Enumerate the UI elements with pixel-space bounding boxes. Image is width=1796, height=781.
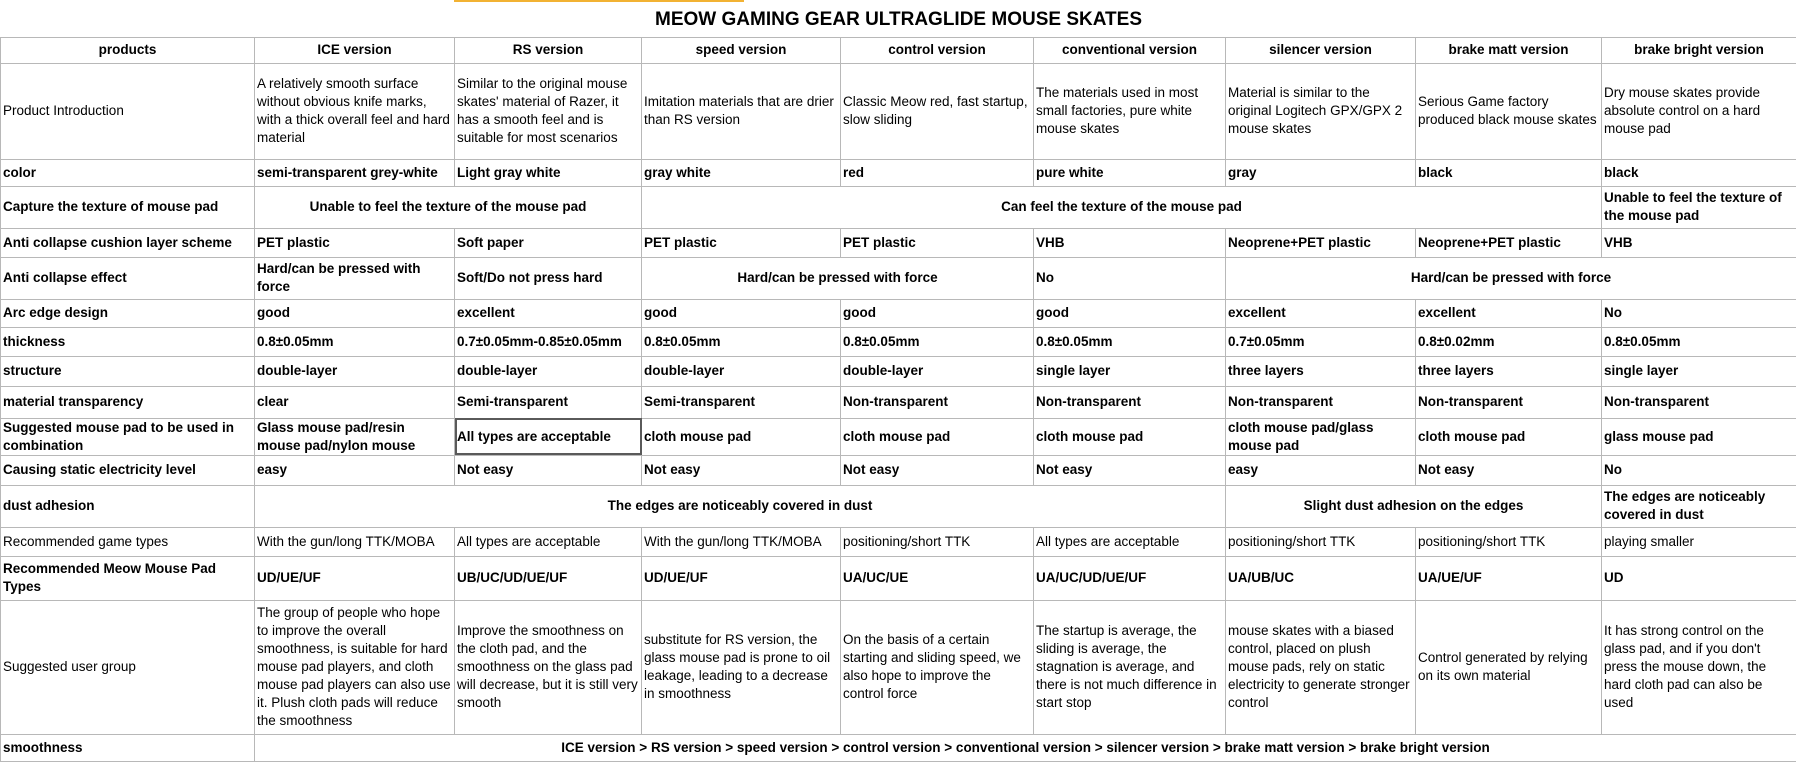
row-label-structure[interactable]: structure bbox=[1, 356, 255, 386]
merged-cell[interactable]: Hard/can be pressed with force bbox=[642, 257, 1034, 299]
table-cell[interactable]: The group of people who hope to improve the overall smoothness, is suitable for hard mouse pad players, and cloth mouse pad players can also use it. Plush cloth pads will reduce the smoothness bbox=[255, 600, 455, 734]
table-cell[interactable]: excellent bbox=[455, 299, 642, 327]
table-row bbox=[1, 63, 1796, 159]
table-cell[interactable]: Not easy bbox=[642, 455, 841, 485]
table-cell[interactable]: single layer bbox=[1602, 356, 1796, 386]
table-cell[interactable]: The startup is average, the sliding is average, the stagnation is average, and there is not much difference in start stop bbox=[1034, 600, 1226, 734]
table-cell[interactable]: Improve the smoothness on the cloth pad, and the smoothness on the glass pad will decrease, but it is still very smooth bbox=[455, 600, 642, 734]
merged-cell[interactable]: Unable to feel the texture of the mouse pad bbox=[255, 186, 642, 228]
table-cell[interactable]: clear bbox=[255, 386, 455, 418]
table-row bbox=[1, 485, 1796, 527]
table-cell[interactable]: Non-transparent bbox=[1226, 386, 1416, 418]
table-cell[interactable]: UB/UC/UD/UE/UF bbox=[455, 556, 642, 600]
table-cell[interactable]: Soft/Do not press hard bbox=[455, 257, 642, 299]
table-cell[interactable]: No bbox=[1602, 455, 1796, 485]
table-cell[interactable]: semi-transparent grey-white bbox=[255, 159, 455, 186]
merged-cell[interactable]: Slight dust adhesion on the edges bbox=[1226, 485, 1602, 527]
table-cell[interactable]: Unable to feel the texture of the mouse pad bbox=[1602, 186, 1796, 228]
row-label-color[interactable]: color bbox=[1, 159, 255, 186]
table-cell[interactable]: Semi-transparent bbox=[642, 386, 841, 418]
table-cell[interactable]: Semi-transparent bbox=[455, 386, 642, 418]
table-cell[interactable]: Material is similar to the original Logitech GPX/GPX 2 mouse skates bbox=[1226, 63, 1416, 159]
table-cell[interactable]: Not easy bbox=[1416, 455, 1602, 485]
table-cell[interactable]: positioning/short TTK bbox=[841, 527, 1034, 556]
table-cell[interactable]: excellent bbox=[1416, 299, 1602, 327]
table-cell[interactable]: Glass mouse pad/resin mouse pad/nylon mouse bbox=[255, 418, 455, 455]
row-label-thickness[interactable]: thickness bbox=[1, 327, 255, 356]
header-cell-silencer[interactable]: silencer version bbox=[1226, 37, 1416, 63]
table-cell[interactable]: excellent bbox=[1226, 299, 1416, 327]
table-cell[interactable]: cloth mouse pad bbox=[841, 418, 1034, 455]
table-cell[interactable]: double-layer bbox=[841, 356, 1034, 386]
table-cell[interactable]: positioning/short TTK bbox=[1226, 527, 1416, 556]
table-row bbox=[1, 159, 1796, 186]
table-cell[interactable]: All types are acceptable bbox=[1034, 527, 1226, 556]
table-cell[interactable]: playing smaller bbox=[1602, 527, 1796, 556]
selection-accent-bar bbox=[454, 0, 744, 2]
header-cell-speed[interactable]: speed version bbox=[642, 37, 841, 63]
table-cell[interactable]: A relatively smooth surface without obvious knife marks, with a thick overall feel and hard material bbox=[255, 63, 455, 159]
row-label-effect[interactable]: Anti collapse effect bbox=[1, 257, 255, 299]
row-label-product-introduction[interactable]: Product Introduction bbox=[1, 63, 255, 159]
sheet-title[interactable]: MEOW GAMING GEAR ULTRAGLIDE MOUSE SKATES bbox=[1, 3, 1796, 37]
table-cell[interactable]: Hard/can be pressed with force bbox=[255, 257, 455, 299]
table-cell[interactable]: Neoprene+PET plastic bbox=[1416, 228, 1602, 257]
table-cell[interactable]: Serious Game factory produced black mouse skates bbox=[1416, 63, 1602, 159]
table-cell[interactable]: On the basis of a certain starting and sliding speed, we also hope to improve the control force bbox=[841, 600, 1034, 734]
table-cell[interactable]: UA/UC/UD/UE/UF bbox=[1034, 556, 1226, 600]
table-cell[interactable]: VHB bbox=[1034, 228, 1226, 257]
table-cell[interactable]: 0.7±0.05mm-0.85±0.05mm bbox=[455, 327, 642, 356]
merged-cell[interactable]: Hard/can be pressed with force bbox=[1226, 257, 1796, 299]
table-cell[interactable]: black bbox=[1416, 159, 1602, 186]
table-cell[interactable]: easy bbox=[255, 455, 455, 485]
row-label-transparency[interactable]: material transparency bbox=[1, 386, 255, 418]
table-cell[interactable]: double-layer bbox=[642, 356, 841, 386]
header-cell-rs[interactable]: RS version bbox=[455, 37, 642, 63]
table-cell[interactable]: Control generated by relying on its own material bbox=[1416, 600, 1602, 734]
row-label-arc[interactable]: Arc edge design bbox=[1, 299, 255, 327]
table-cell[interactable]: Soft paper bbox=[455, 228, 642, 257]
table-cell[interactable]: Classic Meow red, fast startup, slow sliding bbox=[841, 63, 1034, 159]
table-cell[interactable]: Non-transparent bbox=[1416, 386, 1602, 418]
table-row bbox=[1, 418, 1796, 455]
table-cell[interactable]: cloth mouse pad bbox=[1416, 418, 1602, 455]
table-cell[interactable]: 0.8±0.05mm bbox=[1602, 327, 1796, 356]
table-cell[interactable]: glass mouse pad bbox=[1602, 418, 1796, 455]
table-cell[interactable]: three layers bbox=[1416, 356, 1602, 386]
table-cell[interactable]: Not easy bbox=[841, 455, 1034, 485]
table-cell[interactable]: It has strong control on the glass pad, and if you don't press the mouse down, the hard cloth pad can also be used bbox=[1602, 600, 1796, 734]
merged-cell[interactable]: The edges are noticeably covered in dust bbox=[255, 485, 1226, 527]
table-cell[interactable]: 0.8±0.05mm bbox=[255, 327, 455, 356]
table-cell[interactable]: black bbox=[1602, 159, 1796, 186]
header-cell-products[interactable]: products bbox=[1, 37, 255, 63]
table-cell[interactable]: Neoprene+PET plastic bbox=[1226, 228, 1416, 257]
table-row bbox=[1, 356, 1796, 386]
table-cell[interactable]: PET plastic bbox=[642, 228, 841, 257]
table-cell[interactable]: The edges are noticeably covered in dust bbox=[1602, 485, 1796, 527]
table-cell[interactable]: mouse skates with a biased control, placed on plush mouse pads, rely on static electricity to generate stronger control bbox=[1226, 600, 1416, 734]
row-label-smoothness[interactable]: smoothness bbox=[1, 734, 255, 761]
merged-cell[interactable]: Can feel the texture of the mouse pad bbox=[642, 186, 1602, 228]
table-cell[interactable]: With the gun/long TTK/MOBA bbox=[255, 527, 455, 556]
row-label-dust[interactable]: dust adhesion bbox=[1, 485, 255, 527]
table-cell[interactable]: PET plastic bbox=[255, 228, 455, 257]
table-cell[interactable]: Similar to the original mouse skates' material of Razer, it has a smooth feel and is suitable for most scenarios bbox=[455, 63, 642, 159]
table-cell[interactable]: cloth mouse pad bbox=[1034, 418, 1226, 455]
row-label-game-types[interactable]: Recommended game types bbox=[1, 527, 255, 556]
header-cell-conventional[interactable]: conventional version bbox=[1034, 37, 1226, 63]
table-cell[interactable]: No bbox=[1602, 299, 1796, 327]
table-cell[interactable]: PET plastic bbox=[841, 228, 1034, 257]
table-cell[interactable]: UD/UE/UF bbox=[642, 556, 841, 600]
header-row bbox=[1, 37, 1796, 63]
selected-cell[interactable]: All types are acceptable bbox=[455, 418, 642, 455]
table-cell[interactable]: positioning/short TTK bbox=[1416, 527, 1602, 556]
row-label-suggested-pad[interactable]: Suggested mouse pad to be used in combination bbox=[1, 418, 255, 455]
table-cell[interactable]: easy bbox=[1226, 455, 1416, 485]
table-row bbox=[1, 386, 1796, 418]
table-cell[interactable]: substitute for RS version, the glass mouse pad is prone to oil leakage, leading to a decrease in smoothness bbox=[642, 600, 841, 734]
table-cell[interactable]: UD/UE/UF bbox=[255, 556, 455, 600]
row-label-texture[interactable]: Capture the texture of mouse pad bbox=[1, 186, 255, 228]
table-cell[interactable]: 0.8±0.02mm bbox=[1416, 327, 1602, 356]
table-cell[interactable]: Non-transparent bbox=[1602, 386, 1796, 418]
table-cell[interactable]: The materials used in most small factories, pure white mouse skates bbox=[1034, 63, 1226, 159]
row-label-meow-pad[interactable]: Recommended Meow Mouse Pad Types bbox=[1, 556, 255, 600]
table-cell[interactable]: Not easy bbox=[455, 455, 642, 485]
table-cell[interactable]: No bbox=[1034, 257, 1226, 299]
table-cell[interactable]: good bbox=[642, 299, 841, 327]
table-cell[interactable]: VHB bbox=[1602, 228, 1796, 257]
table-row bbox=[1, 257, 1796, 299]
table-cell[interactable]: Non-transparent bbox=[1034, 386, 1226, 418]
table-cell[interactable]: Dry mouse skates provide absolute control on a hard mouse pad bbox=[1602, 63, 1796, 159]
table-cell[interactable]: three layers bbox=[1226, 356, 1416, 386]
header-cell-ice[interactable]: ICE version bbox=[255, 37, 455, 63]
table-row bbox=[1, 556, 1796, 600]
table-cell[interactable]: Not easy bbox=[1034, 455, 1226, 485]
table-cell[interactable]: UA/UE/UF bbox=[1416, 556, 1602, 600]
table-cell[interactable]: gray bbox=[1226, 159, 1416, 186]
table-cell[interactable]: 0.7±0.05mm bbox=[1226, 327, 1416, 356]
table-row bbox=[1, 455, 1796, 485]
table-cell[interactable]: good bbox=[841, 299, 1034, 327]
table-cell[interactable]: All types are acceptable bbox=[455, 527, 642, 556]
merged-cell[interactable]: ICE version > RS version > speed version > control version > conventional version > silencer version > brake matt version > brake bright version bbox=[255, 734, 1796, 761]
table-cell[interactable]: Non-transparent bbox=[841, 386, 1034, 418]
table-row bbox=[1, 527, 1796, 556]
table-cell[interactable]: red bbox=[841, 159, 1034, 186]
table-cell[interactable]: Light gray white bbox=[455, 159, 642, 186]
table-cell[interactable]: cloth mouse pad bbox=[642, 418, 841, 455]
table-row bbox=[1, 734, 1796, 761]
table-row bbox=[1, 299, 1796, 327]
table-cell[interactable]: good bbox=[1034, 299, 1226, 327]
table-row bbox=[1, 327, 1796, 356]
header-cell-brake-bright[interactable]: brake bright version bbox=[1602, 37, 1796, 63]
table-cell[interactable]: 0.8±0.05mm bbox=[841, 327, 1034, 356]
table-cell[interactable]: UA/UB/UC bbox=[1226, 556, 1416, 600]
header-cell-brake-matt[interactable]: brake matt version bbox=[1416, 37, 1602, 63]
table-cell[interactable]: 0.8±0.05mm bbox=[1034, 327, 1226, 356]
title-row bbox=[1, 3, 1796, 37]
table-cell[interactable]: single layer bbox=[1034, 356, 1226, 386]
table-cell[interactable]: good bbox=[255, 299, 455, 327]
table-cell[interactable]: cloth mouse pad/glass mouse pad bbox=[1226, 418, 1416, 455]
header-cell-control[interactable]: control version bbox=[841, 37, 1034, 63]
table-row bbox=[1, 186, 1796, 228]
table-cell[interactable]: UA/UC/UE bbox=[841, 556, 1034, 600]
row-label-cushion[interactable]: Anti collapse cushion layer scheme bbox=[1, 228, 255, 257]
table-cell[interactable]: Imitation materials that are drier than RS version bbox=[642, 63, 841, 159]
table-row bbox=[1, 228, 1796, 257]
row-label-user-group[interactable]: Suggested user group bbox=[1, 600, 255, 734]
table-cell[interactable]: double-layer bbox=[455, 356, 642, 386]
table-cell[interactable]: pure white bbox=[1034, 159, 1226, 186]
row-label-static[interactable]: Causing static electricity level bbox=[1, 455, 255, 485]
spreadsheet-table bbox=[0, 3, 1796, 762]
table-row bbox=[1, 600, 1796, 734]
table-cell[interactable]: UD bbox=[1602, 556, 1796, 600]
table-cell[interactable]: double-layer bbox=[255, 356, 455, 386]
table-cell[interactable]: gray white bbox=[642, 159, 841, 186]
table-cell[interactable]: With the gun/long TTK/MOBA bbox=[642, 527, 841, 556]
table-cell[interactable]: 0.8±0.05mm bbox=[642, 327, 841, 356]
